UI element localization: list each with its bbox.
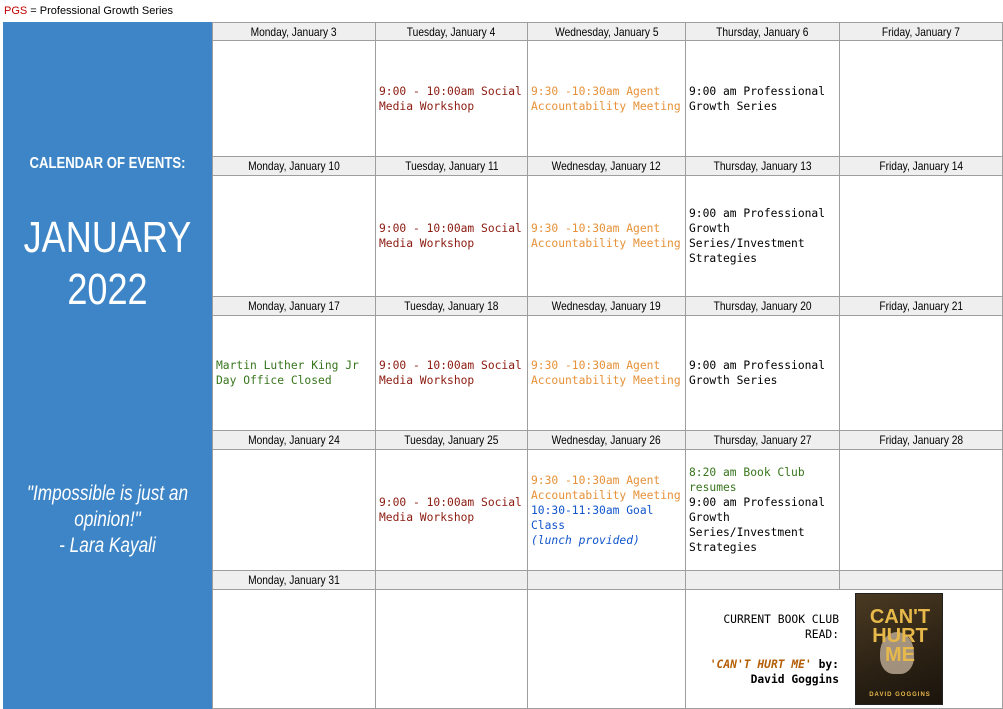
event-social-media: 9:00 - 10:00am Social Media Workshop [379,359,522,387]
day-cell [376,41,528,157]
day-cell [376,176,528,297]
day-header: Friday, January 7 [840,22,1003,41]
day-cell [376,450,528,571]
day-header: Friday, January 28 [840,431,1003,450]
event-book-club: 8:20 am Book Club resumes [689,466,805,494]
day-header [376,571,528,590]
day-header: Tuesday, January 11 [376,157,528,176]
day-cell [840,316,1003,431]
book-by: by: [811,657,839,671]
day-cell [212,450,376,571]
day-cell [528,176,686,297]
day-header: Monday, January 10 [212,157,376,176]
day-header: Thursday, January 27 [686,431,840,450]
day-header: Monday, January 24 [212,431,376,450]
day-cell [686,450,840,571]
day-cell [528,590,686,709]
day-cell [840,41,1003,157]
book-author: David Goggins [750,672,839,686]
day-cell [840,450,1003,571]
day-cell [212,41,376,157]
event-goal-class: 10:30-11:30am Goal Class [531,503,654,532]
event-mlk-day: Martin Luther King Jr Day Office Closed [216,359,359,387]
day-header: Wednesday, January 5 [528,22,686,41]
day-header: Wednesday, January 19 [528,297,686,316]
day-header: Monday, January 3 [212,22,376,41]
day-cell [686,41,840,157]
event-social-media: 9:00 - 10:00am Social Media Workshop [379,222,522,250]
day-header [840,571,1003,590]
event-social-media: 9:00 - 10:00am Social Media Workshop [379,496,522,524]
day-header: Wednesday, January 12 [528,157,686,176]
legend-text: = Professional Growth Series [27,5,174,17]
day-cell [686,316,840,431]
day-cell [376,590,528,709]
day-header: Monday, January 17 [212,297,376,316]
legend-abbr: PGS [4,5,28,17]
day-header: Thursday, January 6 [686,22,840,41]
book-club-title-line [689,657,839,672]
day-cell [528,41,686,157]
quote [22,481,193,559]
day-cell [212,316,376,431]
book-cover-image [855,593,943,705]
event-professional-growth: 9:00 am Professional Growth Series [689,359,826,387]
day-cell [212,176,376,297]
book-cover-title: CAN'T HURT ME [869,606,931,666]
quote-author: - Lara Kayali [59,534,156,557]
day-header [528,571,686,590]
event-social-media: 9:00 - 10:00am Social Media Workshop [379,84,522,113]
day-cell [376,316,528,431]
day-cell [840,176,1003,297]
event-professional-growth: 9:00 am Professional Growth Series/Investment Strategies [689,207,826,265]
day-header: Tuesday, January 25 [376,431,528,450]
event-professional-growth: 9:00 am Professional Growth Series/Investment Strategies [689,496,826,554]
month-name: JANUARY [23,213,192,262]
day-cell [528,316,686,431]
day-header [686,571,840,590]
event-agent-accountability: 9:30 -10:30am Agent Accountability Meeting [531,359,681,387]
legend [4,5,173,17]
day-cell [686,176,840,297]
month-year-title [22,212,193,316]
day-header: Thursday, January 20 [686,297,840,316]
book-club-info [689,612,839,687]
book-club-label: CURRENT BOOK CLUB READ: [723,612,839,641]
sidebar [3,22,212,709]
book-title: 'CAN'T HURT ME' [709,657,812,671]
day-header: Thursday, January 13 [686,157,840,176]
day-header: Tuesday, January 18 [376,297,528,316]
book-cover-author: DAVID GOGGINS [869,692,931,698]
calendar-of-events-label: CALENDAR OF EVENTS: [29,155,186,172]
day-cell [212,590,376,709]
day-header: Tuesday, January 4 [376,22,528,41]
event-professional-growth: 9:00 am Professional Growth Series [689,84,826,113]
event-agent-accountability: 9:30 -10:30am Agent Accountability Meeting [531,84,681,113]
event-agent-accountability: 9:30 -10:30am Agent Accountability Meeting [531,222,681,250]
event-agent-accountability: 9:30 -10:30am Agent Accountability Meeting [531,473,681,502]
day-header: Friday, January 14 [840,157,1003,176]
event-goal-class-note: (lunch provided) [531,533,640,547]
year: 2022 [67,265,148,314]
book-club-cell [686,590,1003,709]
day-header: Wednesday, January 26 [528,431,686,450]
day-cell [528,450,686,571]
day-header: Monday, January 31 [212,571,376,590]
quote-text: "Impossible is just an opinion!" [26,482,189,531]
day-header: Friday, January 21 [840,297,1003,316]
